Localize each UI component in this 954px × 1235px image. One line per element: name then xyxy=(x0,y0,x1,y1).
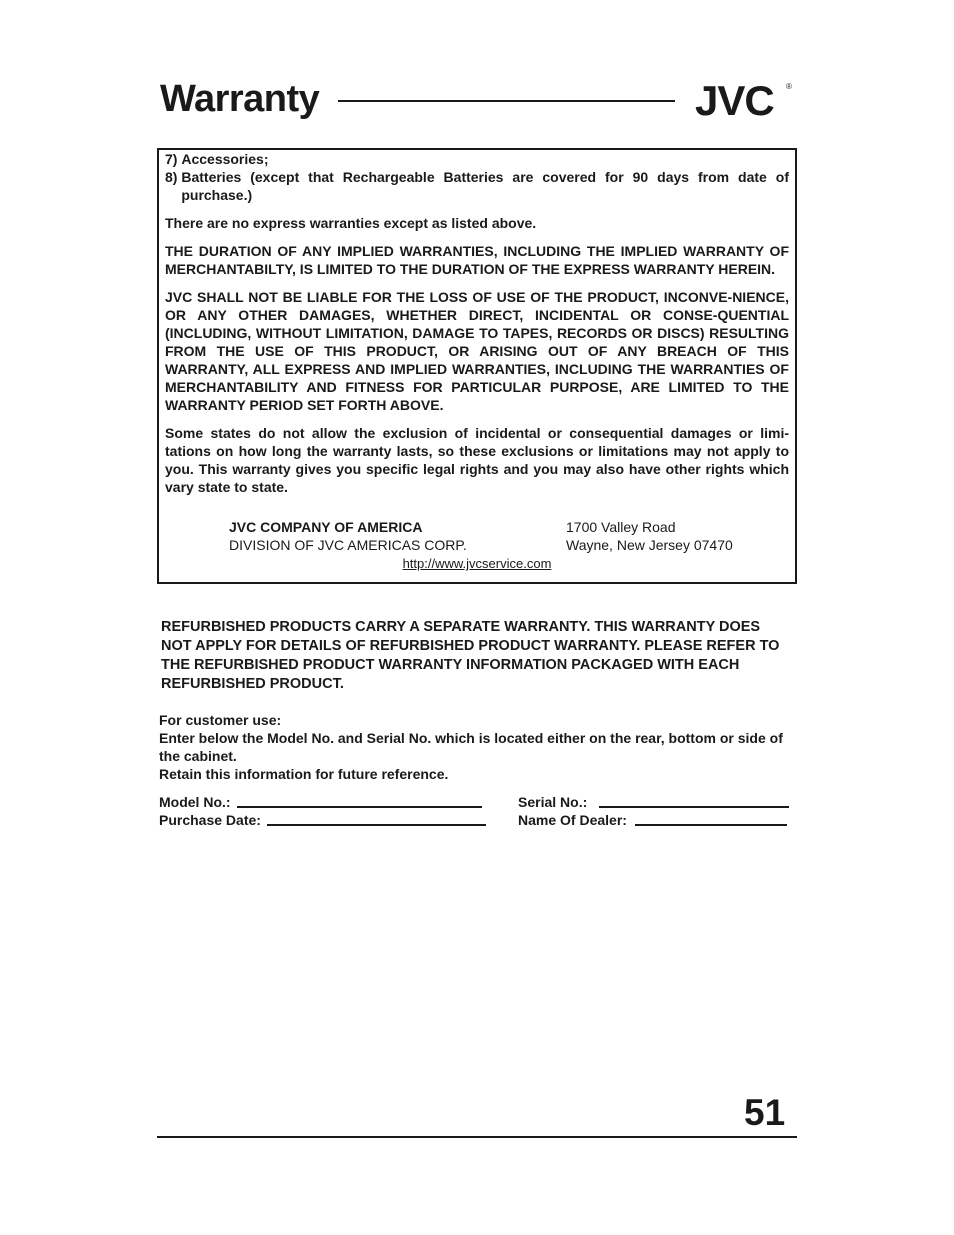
warranty-terms-content xyxy=(165,150,789,496)
footer-rule xyxy=(157,1136,797,1138)
customer-retain-text: Retain this information for future reference. xyxy=(159,766,449,782)
state-rights-text: Some states do not allow the exclusion of incidental or consequential damages or limi-tations on how long the warranty lasts, so these exclusions or limitations may not apply to you. This warranty gives you specific legal rights and you may also have other rights which vary state to state. xyxy=(165,425,789,495)
logo-text: JVC xyxy=(695,80,774,118)
model-number-label: Model No.: xyxy=(159,794,231,810)
purchase-date-line[interactable] xyxy=(267,824,486,826)
jvc-logo xyxy=(695,80,795,118)
list-item-batteries xyxy=(165,168,789,204)
page-number: 51 xyxy=(744,1092,786,1133)
customer-use-heading: For customer use: xyxy=(159,712,282,728)
serial-number-label: Serial No.: xyxy=(518,794,588,810)
dealer-name-line[interactable] xyxy=(635,824,787,826)
list-number: 7) xyxy=(165,151,178,167)
list-text: Batteries (except that Rechargeable Batteries are covered for 90 days from date of purchase.) xyxy=(181,169,789,203)
serial-number-line[interactable] xyxy=(599,806,789,808)
serial-number-field xyxy=(518,793,789,811)
list-number: 8) xyxy=(165,169,178,185)
company-division: DIVISION OF JVC AMERICAS CORP. xyxy=(229,537,467,553)
no-express-warranty-text: There are no express warranties except as listed above. xyxy=(165,215,537,231)
company-name: JVC COMPANY OF AMERICA xyxy=(229,519,423,535)
customer-instruction-text: Enter below the Model No. and Serial No. which is located either on the rear, bottom or side of the cabinet. xyxy=(159,730,783,764)
title-rule xyxy=(338,100,675,102)
list-item-accessories xyxy=(165,150,789,168)
dealer-name-field xyxy=(518,811,787,829)
implied-warranty-duration-text: THE DURATION OF ANY IMPLIED WARRANTIES, INCLUDING THE IMPLIED WARRANTY OF MERCHANTABILTY, IS LIMITED TO THE DURATION OF THE EXPRESS WARRANTY HEREIN. xyxy=(165,243,789,277)
company-block xyxy=(229,518,467,554)
address-block xyxy=(566,518,733,554)
dealer-name-label: Name Of Dealer: xyxy=(518,812,627,828)
model-number-line[interactable] xyxy=(237,806,482,808)
logo-registered-mark: ® xyxy=(786,82,792,91)
address-street: 1700 Valley Road xyxy=(566,519,676,535)
service-url-link[interactable]: http://www.jvcservice.com xyxy=(402,556,552,571)
address-city: Wayne, New Jersey 07470 xyxy=(566,537,733,553)
page-title: Warranty xyxy=(160,78,320,120)
warranty-terms-box xyxy=(157,148,797,584)
customer-use-section xyxy=(159,711,795,783)
purchase-date-field xyxy=(159,811,486,829)
refurbished-notice: REFURBISHED PRODUCTS CARRY A SEPARATE WARRANTY. THIS WARRANTY DOES NOT APPLY FOR DETAILS OF REFURBISHED PRODUCT WARRANTY. PLEASE REFER TO THE REFURBISHED PRODUCT WARRANTY INFORMATION PACKAGED WITH EACH REFURBISHED PRODUCT. xyxy=(161,619,780,692)
liability-disclaimer-text: JVC SHALL NOT BE LIABLE FOR THE LOSS OF USE OF THE PRODUCT, INCONVE-NIENCE, OR ANY OTHER DAMAGES, WHETHER DIRECT, INCIDENTAL OR CONSE-QUENTIAL (INCLUDING, WITHOUT LIMITATION, DAMAGE TO TAPES, RECORDS OR DISCS) RESULTING FROM THE USE OF THIS PRODUCT, OR ARISING OUT OF ANY BREACH OF THIS WARRANTY, ALL EXPRESS AND IMPLIED WARRANTIES, INCLUDING THE WARRANTIES OF MERCHANTABILITY AND FITNESS FOR PARTICULAR PURPOSE, ARE LIMITED TO THE WARRANTY PERIOD SET FORTH ABOVE. xyxy=(165,289,789,413)
model-number-field xyxy=(159,793,482,811)
list-text: Accessories; xyxy=(181,151,269,167)
purchase-date-label: Purchase Date: xyxy=(159,812,261,828)
